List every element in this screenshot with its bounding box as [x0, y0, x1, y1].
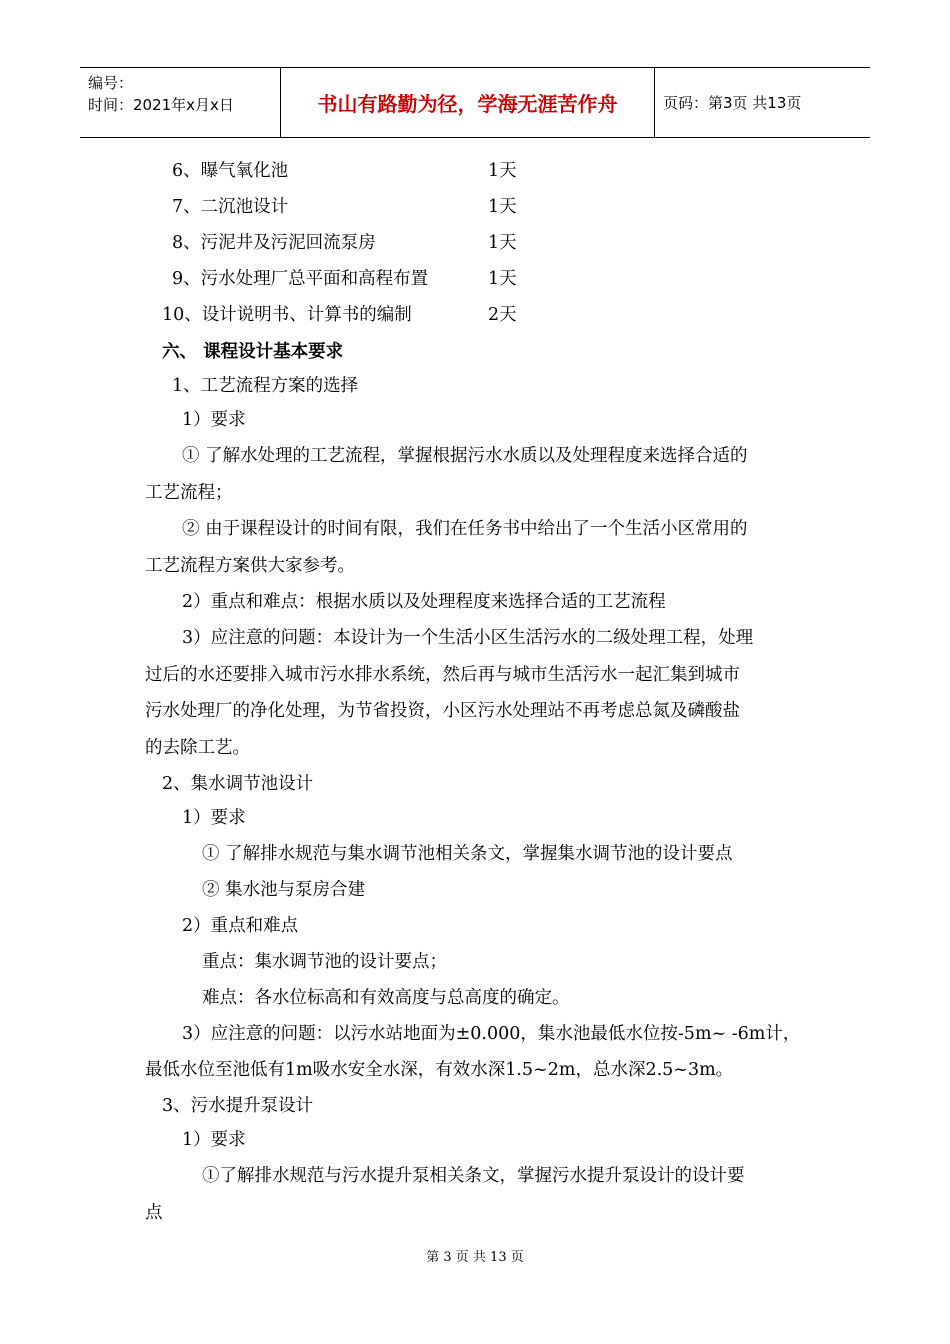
schedule-item: 7、二沉池设计 [172, 197, 289, 217]
paragraph: 2）重点和难点 [182, 916, 299, 936]
schedule-item: 9、污水处理厂总平面和高程布置 [172, 269, 429, 289]
paragraph: 工艺流程方案供大家参考。 [145, 556, 355, 576]
schedule-item: 10、设计说明书、计算书的编制 [162, 305, 412, 325]
schedule-days: 1天 [488, 269, 517, 289]
schedule-item: 8、污泥井及污泥回流泵房 [172, 233, 376, 253]
paragraph: 1）要求 [182, 808, 246, 828]
page-footer: 第 3 页 共 13 页 [426, 1250, 524, 1265]
paragraph: 1）要求 [182, 1130, 246, 1150]
paragraph: ①了解排水规范与污水提升泵相关条文，掌握污水提升泵设计的设计要 [202, 1166, 745, 1186]
paragraph: 1）要求 [182, 410, 246, 430]
page-info: 页码：第3页 共13页 [663, 94, 802, 112]
paragraph: ① 了解水处理的工艺流程，掌握根据污水水质以及处理程度来选择合适的 [182, 446, 748, 466]
subsection-title: 1、工艺流程方案的选择 [172, 376, 359, 396]
subsection-title: 2、集水调节池设计 [162, 774, 314, 794]
subsection-title: 3、污水提升泵设计 [162, 1096, 314, 1116]
motto: 书山有路勤为径，学海无涯苦作舟 [280, 68, 655, 137]
section-title: 六、 课程设计基本要求 [162, 342, 344, 362]
serial-label: 编号： [88, 74, 134, 92]
paragraph: 点 [145, 1203, 163, 1223]
paragraph: 的去除工艺。 [145, 738, 250, 758]
paragraph: 3）应注意的问题：本设计为一个生活小区生活污水的二级处理工程，处理 [182, 628, 754, 648]
paragraph: ② 集水池与泵房合建 [202, 880, 366, 900]
paragraph: ① 了解排水规范与集水调节池相关条文，掌握集水调节池的设计要点 [202, 844, 733, 864]
paragraph: 工艺流程； [145, 483, 233, 503]
time-label: 时间：2021年x月x日 [88, 96, 234, 114]
paragraph: 污水处理厂的净化处理，为节省投资，小区污水处理站不再考虑总氮及磷酸盐 [145, 701, 740, 721]
paragraph: ② 由于课程设计的时间有限，我们在任务书中给出了一个生活小区常用的 [182, 519, 748, 539]
paragraph: 过后的水还要排入城市污水排水系统，然后再与城市生活污水一起汇集到城市 [145, 665, 740, 685]
schedule-days: 1天 [488, 161, 517, 181]
header-left-cell [80, 68, 280, 137]
page-header [80, 67, 870, 138]
schedule-days: 1天 [488, 197, 517, 217]
paragraph: 重点：集水调节池的设计要点； [202, 952, 447, 972]
paragraph: 难点：各水位标高和有效高度与总高度的确定。 [202, 988, 570, 1008]
schedule-days: 1天 [488, 233, 517, 253]
paragraph: 3）应注意的问题：以污水站地面为±0.000，集水池最低水位按-5m~ -6m计， [182, 1024, 801, 1044]
schedule-days: 2天 [488, 305, 517, 325]
schedule-item: 6、曝气氧化池 [172, 161, 289, 181]
paragraph: 2）重点和难点：根据水质以及处理程度来选择合适的工艺流程 [182, 592, 666, 612]
paragraph: 最低水位至池低有1m吸水安全水深，有效水深1.5~2m，总水深2.5~3m。 [145, 1060, 734, 1080]
